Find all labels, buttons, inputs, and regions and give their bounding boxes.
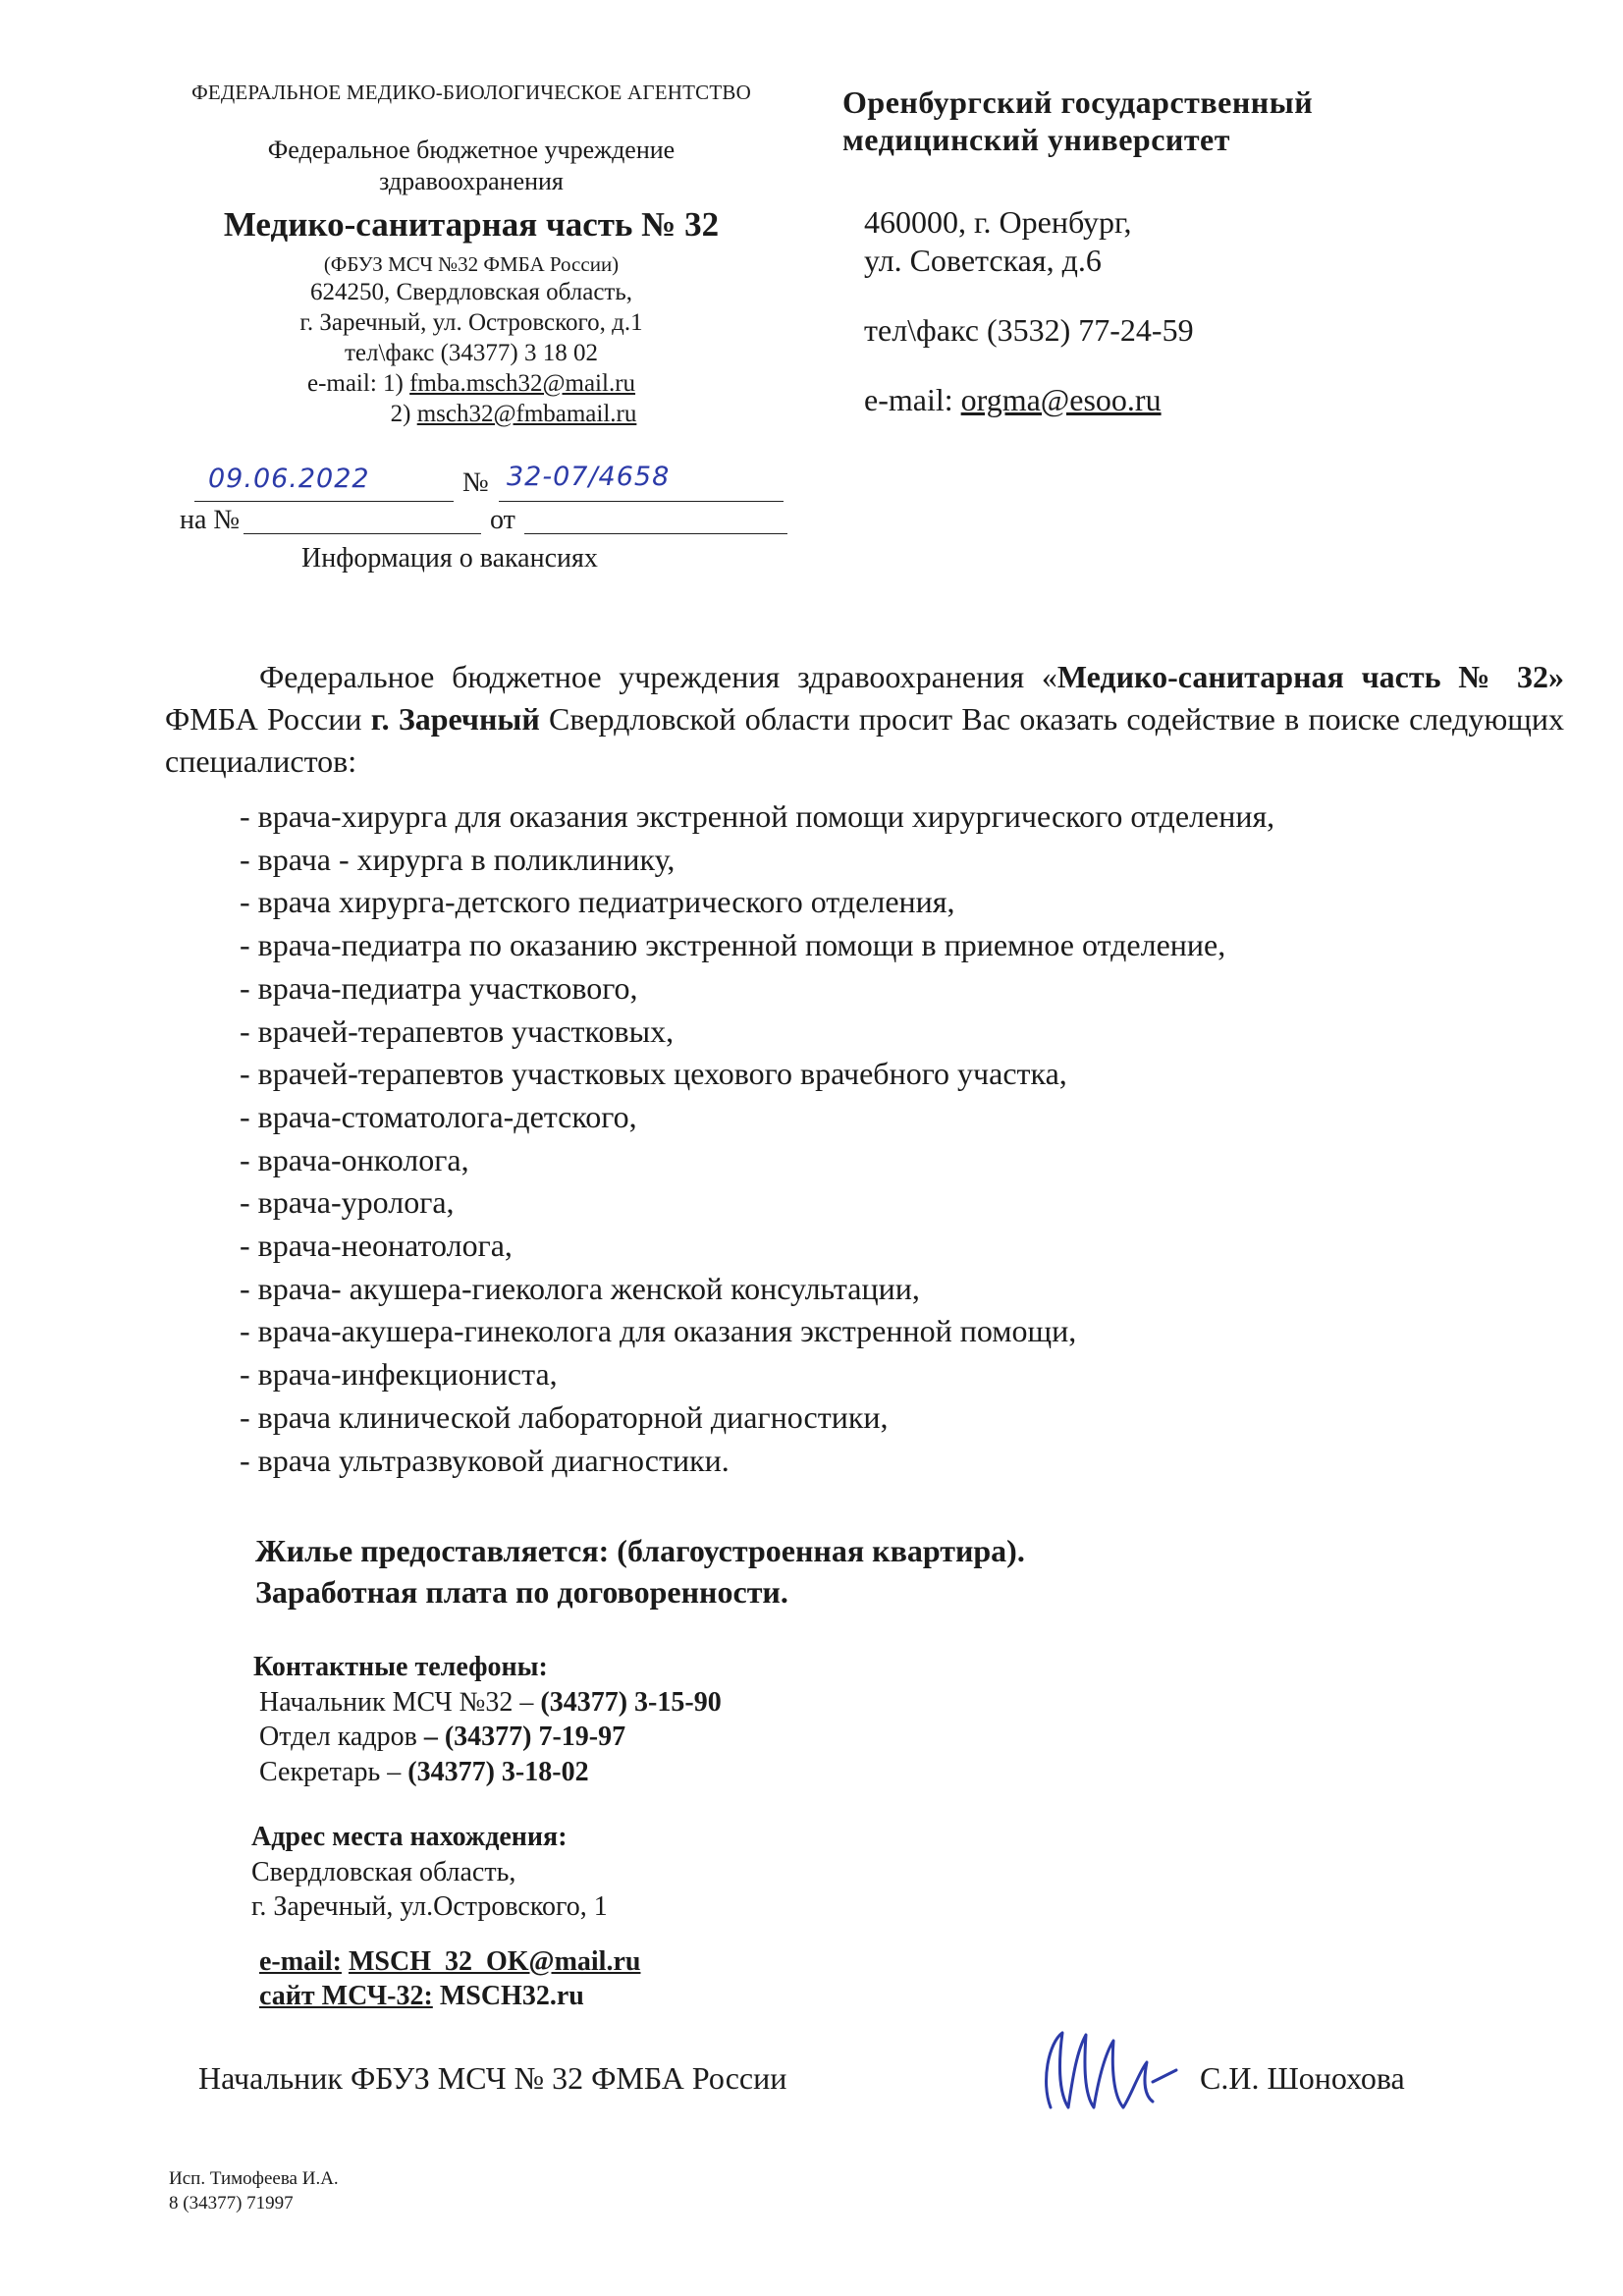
list-item: - врачей-терапевтов участковых, xyxy=(240,1012,675,1049)
ref-date-label: от xyxy=(490,505,515,535)
intro-text-3: Свердловской области просит Вас оказать содействие в поиске следующих специалистов: xyxy=(165,701,1565,779)
list-item: - врача-уролога, xyxy=(240,1184,455,1221)
recipient-header xyxy=(842,83,1313,419)
sender-phone: тел\факс (34377) 3 18 02 xyxy=(344,340,598,366)
contact-phone: – (34377) 7-19-97 xyxy=(423,1722,626,1752)
sender-email-1 xyxy=(157,368,785,399)
sender-email-prefix: e-mail: 1) xyxy=(306,370,404,397)
number-label: № xyxy=(462,467,489,498)
executor-phone: 8 (34377) 71997 xyxy=(169,2193,294,2214)
hr-email-label: e-mail: xyxy=(259,1946,342,1977)
hr-email xyxy=(259,1944,640,1979)
list-item: - врача клинической лабораторной диагностики, xyxy=(240,1398,889,1435)
list-item: - врача - хирурга в поликлинику, xyxy=(240,841,676,877)
conditions-block xyxy=(255,1530,1025,1613)
sender-email-2 xyxy=(157,399,785,429)
contact-phone: (34377) 3-18-02 xyxy=(407,1756,589,1787)
recipient-phone: тел\факс (3532) 77-24-59 xyxy=(864,312,1194,348)
location-line-2: г. Заречный, ул.Островского, 1 xyxy=(251,1891,608,1922)
contact-phone: (34377) 3-15-90 xyxy=(540,1686,722,1718)
contact-label: Секретарь – xyxy=(259,1756,408,1787)
contact-label: Начальник МСЧ №32 – xyxy=(259,1686,541,1718)
sender-name: Медико-санитарная часть № 32 xyxy=(223,205,720,244)
intro-text-1: Федеральное бюджетное учреждения здравоохранения « xyxy=(259,659,1057,694)
list-item: - врача-инфекциониста, xyxy=(240,1356,558,1393)
intro-paragraph xyxy=(165,656,1564,783)
list-item: - врача-педиатра по оказанию экстренной помощи в приемное отделение, xyxy=(240,927,1226,963)
number-underline xyxy=(499,501,784,502)
recipient-email xyxy=(842,381,1313,419)
list-item: - врача- акушера-гиеколога женской консультации, xyxy=(240,1270,920,1306)
sender-email-link-1[interactable]: fmba.msch32@mail.ru xyxy=(409,370,636,397)
website-label: сайт МСЧ-32: xyxy=(259,1981,433,2011)
list-item: - врачей-терапевтов участковых цехового врачебного участка, xyxy=(240,1056,1067,1092)
recipient-email-link[interactable]: orgma@esoo.ru xyxy=(960,382,1162,417)
hr-email-link[interactable]: MSCH_32_OK@mail.ru xyxy=(348,1946,641,1977)
ref-number-label: на № xyxy=(180,505,241,535)
executor-name: Исп. Тимофеева И.А. xyxy=(169,2168,339,2189)
sender-address-line-1: 624250, Свердловская область, xyxy=(309,279,632,305)
recipient-name-line-1: Оренбургский государственный xyxy=(842,84,1314,120)
ref-number-underline xyxy=(243,533,481,534)
handwritten-signature xyxy=(1029,2013,1196,2121)
registration-date: 09.06.2022 xyxy=(208,464,370,494)
list-item: - врача-стоматолога-детского, xyxy=(240,1098,637,1134)
date-underline xyxy=(194,501,454,502)
contacts-block xyxy=(253,1650,722,1789)
intro-text-2: ФМБА России xyxy=(165,701,371,737)
recipient-email-label: e-mail: xyxy=(864,382,953,417)
web-block xyxy=(259,1944,640,2013)
list-item: - врача-хирурга для оказания экстренной помощи хирургического отделения, xyxy=(240,798,1275,834)
registration-number: 32-07/4658 xyxy=(507,462,671,492)
letter-subject: Информация о вакансиях xyxy=(301,543,598,574)
website-link[interactable]: MSCH32.ru xyxy=(439,1981,584,2011)
sender-short-name: (ФБУЗ МСЧ №32 ФМБА России) xyxy=(323,252,620,276)
housing-note: Жилье предоставляется: (благоустроенная квартира). xyxy=(255,1533,1025,1568)
website xyxy=(259,1979,640,2013)
location-heading: Адрес места нахождения: xyxy=(251,1822,568,1852)
contacts-heading: Контактные телефоны: xyxy=(253,1652,548,1682)
location-block xyxy=(251,1820,608,1925)
sender-header xyxy=(157,81,785,429)
specialists-list xyxy=(240,795,1274,1482)
executor-block xyxy=(169,2166,339,2215)
recipient-name-line-2: медицинский университет xyxy=(842,122,1230,157)
list-item: - врача-неонатолога, xyxy=(240,1228,513,1264)
intro-bold-city: г. Заречный xyxy=(370,701,540,737)
list-item: - врача хирурга-детского педиатрического отделения, xyxy=(240,884,955,920)
salary-note: Заработная плата по договоренности. xyxy=(255,1574,788,1610)
intro-bold-org: Медико-санитарная часть № 32» xyxy=(1056,659,1564,694)
institution-line-2: здравоохранения xyxy=(379,167,564,195)
agency-name: ФЕДЕРАЛЬНОЕ МЕДИКО-БИОЛОГИЧЕСКОЕ АГЕНТСТВО xyxy=(191,81,751,104)
signatory-name: С.И. Шонохова xyxy=(1200,2060,1405,2096)
signatory-title: Начальник ФБУЗ МСЧ № 32 ФМБА России xyxy=(198,2060,787,2096)
list-item: - врача ультразвуковой диагностики. xyxy=(240,1442,730,1478)
institution-type xyxy=(157,135,785,197)
sender-address-line-2: г. Заречный, ул. Островского, д.1 xyxy=(299,309,643,336)
list-item: - врача-педиатра участкового, xyxy=(240,969,638,1006)
location-line-1: Свердловская область, xyxy=(251,1856,516,1887)
recipient-address-line-1: 460000, г. Оренбург, xyxy=(864,204,1132,240)
contact-row-head xyxy=(253,1685,722,1721)
sender-email-2-prefix: 2) xyxy=(390,401,411,427)
sender-email-link-2[interactable]: msch32@fmbamail.ru xyxy=(416,401,637,427)
list-item: - врача-онколога, xyxy=(240,1141,469,1177)
contact-label: Отдел кадров xyxy=(259,1722,424,1752)
contact-row-hr xyxy=(253,1720,722,1755)
institution-line-1: Федеральное бюджетное учреждение xyxy=(267,136,676,164)
recipient-address-line-2: ул. Советская, д.6 xyxy=(864,243,1102,278)
list-item: - врача-акушера-гинеколога для оказания экстренной помощи, xyxy=(240,1313,1077,1349)
ref-date-underline xyxy=(524,533,787,534)
contact-row-secretary xyxy=(253,1755,722,1790)
